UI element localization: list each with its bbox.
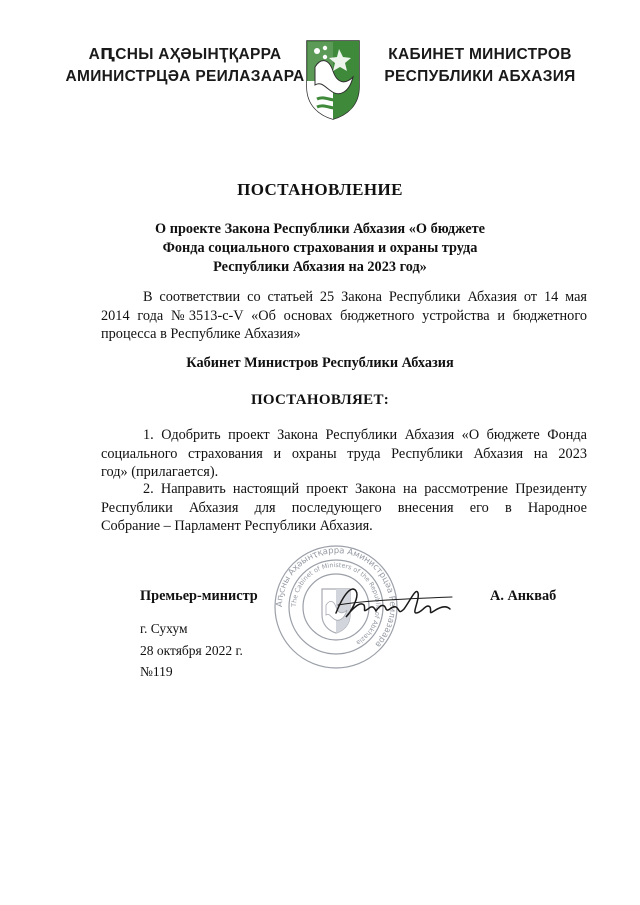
document-number: №119 (140, 664, 173, 679)
preamble-paragraph (101, 288, 587, 344)
header-abkhaz (60, 44, 310, 88)
document-title: ПОСТАНОВЛЕНИЕ (237, 180, 403, 199)
subject-line: Республики Абхазия на 2023 год» (213, 259, 427, 275)
paragraph-line: социального страхования и охраны труда Республики Абхазия на 2023 (101, 445, 587, 462)
paragraph-line: 2014 года №3513-с-V «Об основах бюджетного устройства и бюджетного (101, 307, 587, 324)
item-1-paragraph (101, 426, 587, 482)
subject-line: О проекте Закона Республики Абхазия «О бюджете (155, 221, 485, 237)
state-emblem-icon (303, 37, 363, 121)
seal-inner-text: The Cabinet of Ministers of the Republic of Abkhazia (289, 560, 383, 647)
header-russian-line2: РЕСПУБЛИКИ АБХАЗИЯ (384, 68, 576, 85)
paragraph-line: 2. Направить настоящий проект Закона на рассмотрение Президенту (143, 481, 587, 497)
signatory-name: А. Анкваб (490, 588, 557, 604)
signature-icon (330, 583, 460, 623)
seal-outer-text: Аҧсны Аҳәынҭқарра Аминистрцәа Реилазаара (274, 545, 398, 650)
paragraph-line: Собрание – Парламент Республики Абхазия. (101, 518, 373, 534)
paragraph-line: год» (прилагается). (101, 464, 219, 480)
item-2-paragraph (101, 480, 587, 536)
header-russian (375, 44, 585, 88)
header-abkhaz-line1: АԤСНЫ АҲӘЫНҬҚАРРА (88, 46, 282, 63)
paragraph-line: В соответствии со статьей 25 Закона Республики Абхазия от 14 мая (143, 289, 587, 305)
document-subject (120, 220, 520, 277)
signatory-position: Премьер-министр (140, 588, 258, 604)
issue-city: г. Сухум (140, 621, 188, 636)
paragraph-line: процесса в Республике Абхазия» (101, 326, 301, 342)
issue-date: 28 октября 2022 г. (140, 643, 243, 658)
header-russian-line1: КАБИНЕТ МИНИСТРОВ (388, 46, 572, 63)
paragraph-line: Республики Абхазия для последующего внесения его в Народное (101, 499, 587, 516)
resolves-heading: ПОСТАНОВЛЯЕТ: (250, 392, 390, 408)
issuing-body: Кабинет Министров Республики Абхазия (186, 355, 454, 371)
subject-line: Фонда социального страхования и охраны труда (162, 240, 478, 256)
paragraph-line: 1. Одобрить проект Закона Республики Абхазия «О бюджете Фонда (143, 427, 587, 443)
header-abkhaz-line2: АМИНИСТРЦӘА РЕИЛАЗААРА (65, 68, 305, 85)
